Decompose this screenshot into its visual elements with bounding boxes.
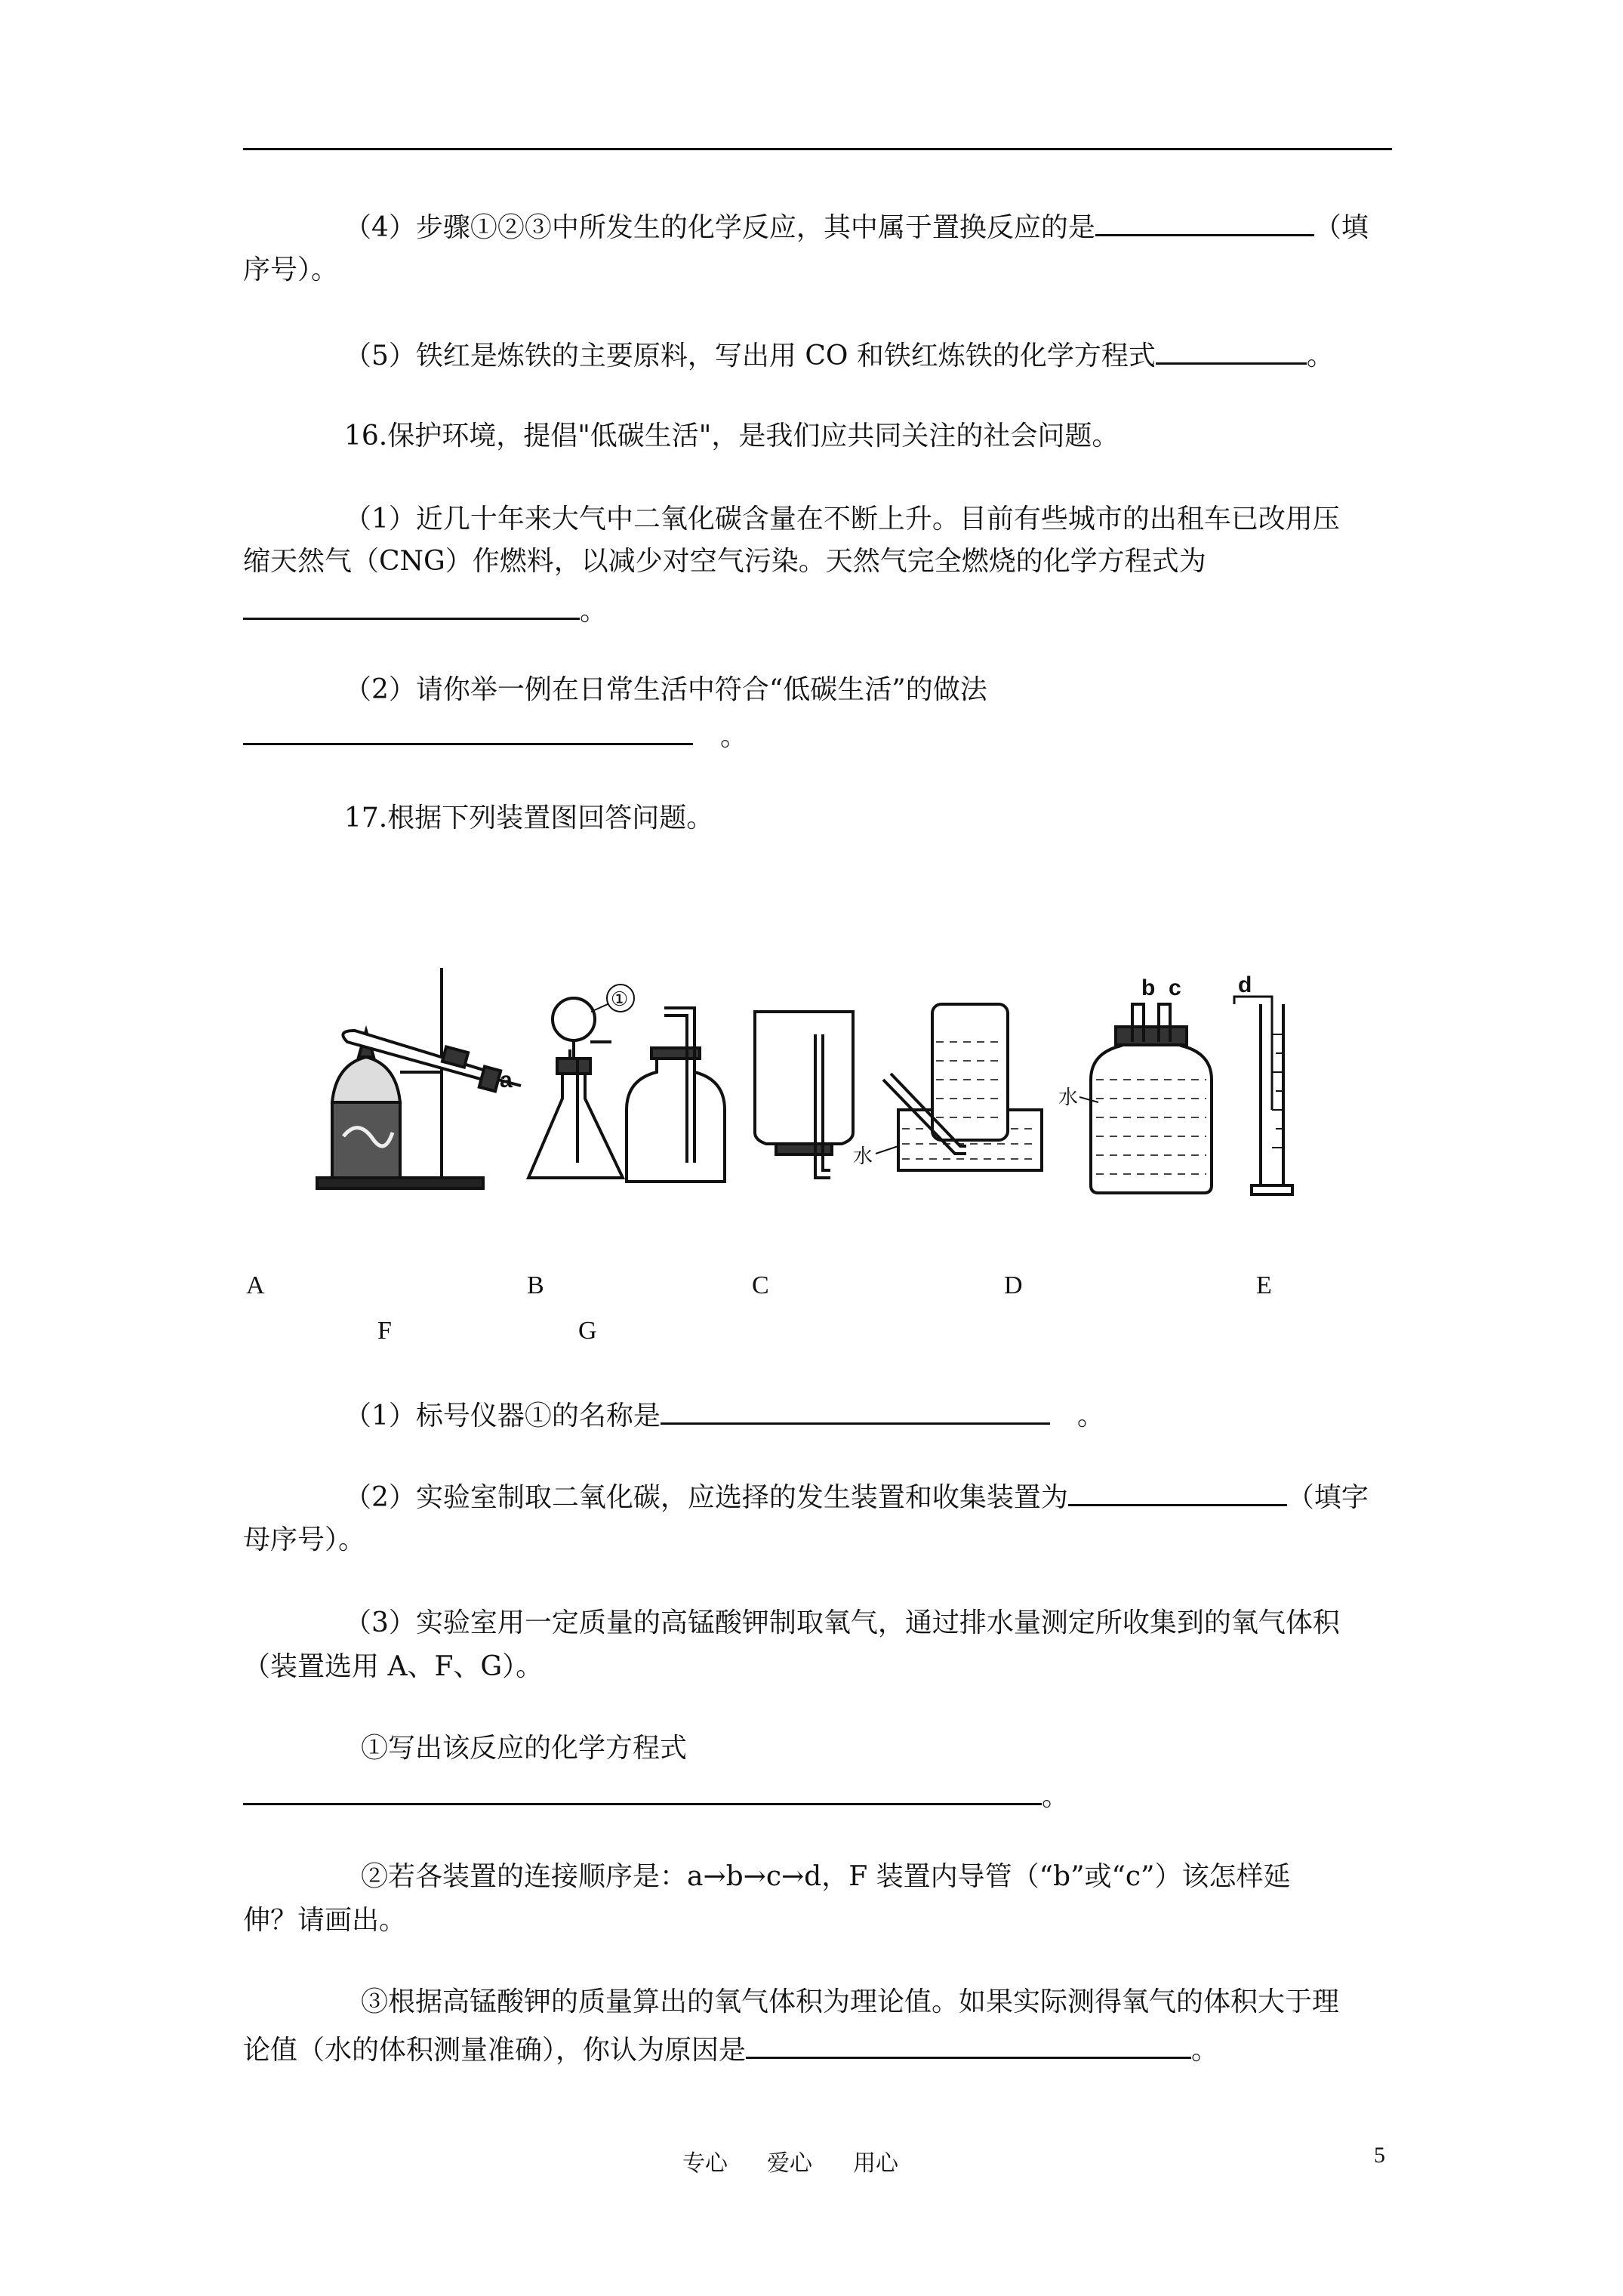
label-water-f: 水 (1058, 1086, 1079, 1108)
label-b: b (1141, 975, 1156, 1000)
apparatus-d-drawing (755, 1012, 853, 1178)
apparatus-f-drawing (1079, 1004, 1212, 1193)
q16-item1-line3 (243, 592, 1398, 628)
q16-item1-line2: 缩天然气（CNG）作燃料，以减少对空气污染。天然气完全燃烧的化学方程式为 (243, 546, 1206, 577)
answer-blank[interactable] (1095, 208, 1314, 236)
q17-sub3-text: 论值（水的体积测量准确），你认为原因是 (243, 2035, 747, 2066)
q16-stem: 16.保护环境，提倡"低碳生活"，是我们应共同关注的社会问题。 (344, 421, 1119, 451)
q17-item1 (243, 1397, 1499, 1433)
q17-sub1-text: ①写出该反应的化学方程式 (361, 1733, 688, 1764)
q15-item5-text: （5）铁红是炼铁的主要原料，写出用 CO 和铁红炼铁的化学方程式 (344, 341, 1156, 371)
q15-item4 (243, 208, 1499, 245)
q16-item2-post: 。 (720, 721, 748, 752)
q17-sub3-post: 。 (1191, 2035, 1219, 2066)
q17-stem: 17.根据下列装置图回答问题。 (344, 803, 714, 834)
q17-item2 (243, 1478, 1499, 1515)
apparatus-letter-e: E (1256, 1271, 1272, 1299)
q16-item1-line1: （1）近几十年来大气中二氧化碳含量在不断上升。目前有些城市的出租车已改用压 (344, 504, 1340, 535)
answer-blank[interactable] (243, 1777, 1042, 1805)
q17-sub3-line1: ③根据高锰酸钾的质量算出的氧气体积为理论值。如果实际测得氧气的体积大于理 (361, 1986, 1340, 2017)
label-d: d (1238, 972, 1252, 997)
apparatus-letter-f: F (377, 1317, 392, 1345)
q17-sub1-post: 。 (1042, 1781, 1070, 1812)
footer-word-2: 爱心 (767, 2150, 812, 2177)
q16-item1-post: 。 (580, 596, 608, 627)
answer-blank[interactable] (243, 717, 693, 745)
q17-item3-line1: （3）实验室用一定质量的高锰酸钾制取氧气，通过排水量测定所收集到的氧气体积 (344, 1607, 1340, 1638)
apparatus-b-drawing (528, 985, 634, 1178)
answer-blank[interactable] (746, 2031, 1191, 2059)
label-water-e: 水 (853, 1145, 873, 1167)
label-circle-one: ① (611, 988, 629, 1010)
answer-blank[interactable] (661, 1397, 1050, 1425)
q15-item4-cont: 序号）。 (243, 254, 339, 285)
footer-word-1: 专心 (682, 2150, 728, 2177)
answer-blank[interactable] (1068, 1478, 1287, 1506)
apparatus-e-drawing (876, 1004, 1042, 1170)
q16-item2-line1: （2）请你举一例在日常生活中符合“低碳生活”的做法 (344, 674, 987, 705)
apparatus-g-drawing (1234, 997, 1292, 1194)
q15-item4-post: （填 (1313, 212, 1369, 243)
answer-blank[interactable] (243, 592, 580, 620)
q17-item2-cont: 母序号）。 (243, 1524, 366, 1555)
apparatus-a-drawing (317, 968, 521, 1188)
label-c: c (1169, 975, 1181, 1000)
q17-item1-text: （1）标号仪器①的名称是 (344, 1401, 661, 1432)
apparatus-letter-b: B (527, 1271, 544, 1299)
q15-item4-text: （4）步骤①②③中所发生的化学反应，其中属于置换反应的是 (344, 212, 1095, 243)
apparatus-letter-c: C (752, 1271, 769, 1299)
q15-item5 (243, 337, 1499, 373)
q17-sub2-line2: 伸？请画出。 (243, 1905, 407, 1936)
page-number: 5 (1374, 2143, 1385, 2168)
answer-blank[interactable] (1156, 337, 1307, 365)
apparatus-c-drawing (627, 1008, 725, 1182)
q17-item2-post: （填字 (1286, 1482, 1369, 1513)
q17-item2-text: （2）实验室制取二氧化碳，应选择的发生装置和收集装置为 (344, 1482, 1068, 1513)
q15-item5-post: 。 (1306, 341, 1334, 371)
label-a: a (500, 1068, 513, 1093)
apparatus-letter-d: D (1004, 1271, 1023, 1299)
header-rule (243, 148, 1392, 150)
q17-sub3-line2 (243, 2031, 1398, 2067)
apparatus-letter-g: G (578, 1317, 597, 1345)
apparatus-letter-a: A (246, 1271, 265, 1299)
q16-item2-line2 (243, 717, 1398, 754)
q17-sub1-answer (243, 1777, 1398, 1814)
footer-word-3: 用心 (853, 2150, 898, 2177)
q17-item3-line2: （装置选用 A、F、G）。 (243, 1651, 544, 1682)
q17-sub2-line1: ②若各装置的连接顺序是：a→b→c→d，F 装置内导管（“b”或“c”）该怎样延 (361, 1861, 1291, 1892)
apparatus-figure (302, 959, 1389, 1208)
q17-item1-post: 。 (1076, 1401, 1104, 1432)
